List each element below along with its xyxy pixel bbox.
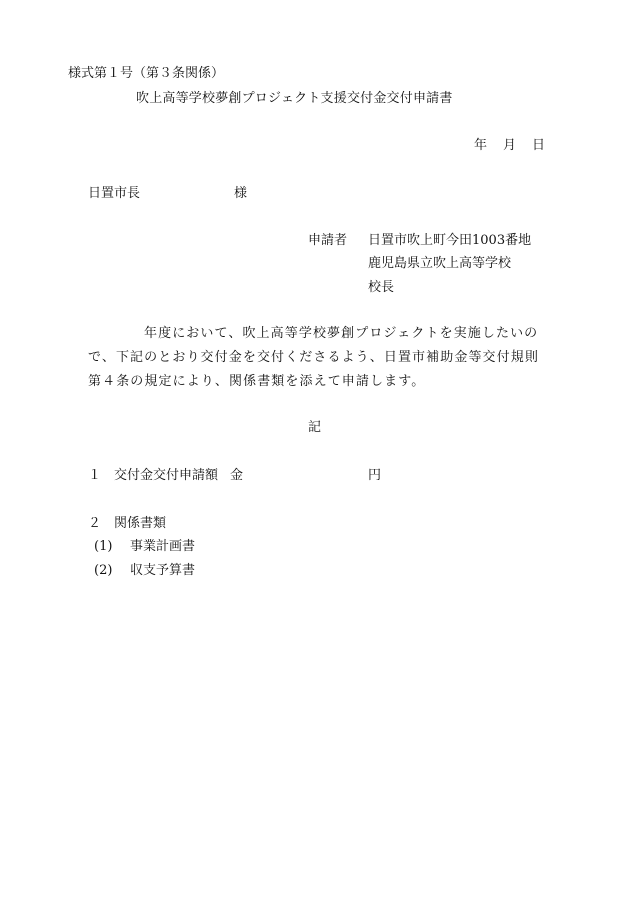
form-number: 様式第１号（第３条関係） <box>68 66 225 81</box>
subitem-1-label: 事業計画書 <box>130 539 196 554</box>
body-line-2: で、下記のとおり交付金を交付くださるよう、日置市補助金等交付規則 <box>88 350 539 365</box>
subitem-1-number: (1) <box>94 539 113 554</box>
applicant-school: 鹿児島県立吹上高等学校 <box>368 256 512 271</box>
item-application-amount <box>88 468 382 484</box>
applicant-position: 校長 <box>368 280 395 295</box>
item1-unit: 円 <box>368 468 382 483</box>
item1-label: 交付金交付申請額 <box>114 468 219 483</box>
item-related-documents <box>88 516 166 532</box>
body-line-3: 第４条の規定により、関係書類を添えて申請します。 <box>88 374 426 389</box>
addressee-name: 日置市長 <box>88 186 141 201</box>
date-year: 年 <box>474 138 488 153</box>
date-day: 日 <box>532 138 546 153</box>
subitem-budget <box>94 563 195 579</box>
subitem-2-label: 収支予算書 <box>130 563 196 578</box>
ki-heading: 記 <box>308 420 322 435</box>
date-line <box>474 138 545 154</box>
date-month: 月 <box>503 138 517 153</box>
subitem-business-plan <box>94 539 195 555</box>
subitem-2-number: (2) <box>94 563 113 578</box>
item2-label: 関係書類 <box>114 516 167 531</box>
body-line-1: 年度において、吹上高等学校夢創プロジェクトを実施したいの <box>144 326 539 341</box>
addressee-honorific: 様 <box>234 186 248 201</box>
item1-amount-prefix: 金 <box>230 468 244 483</box>
application-body <box>88 322 568 394</box>
applicant-address: 日置市吹上町今田1003番地 <box>368 233 532 248</box>
item1-number: １ <box>88 468 102 483</box>
item2-number: ２ <box>88 516 102 531</box>
document-title: 吹上高等学校夢創プロジェクト支援交付金交付申請書 <box>136 91 453 106</box>
applicant-label: 申請者 <box>308 233 348 248</box>
addressee <box>88 186 248 202</box>
